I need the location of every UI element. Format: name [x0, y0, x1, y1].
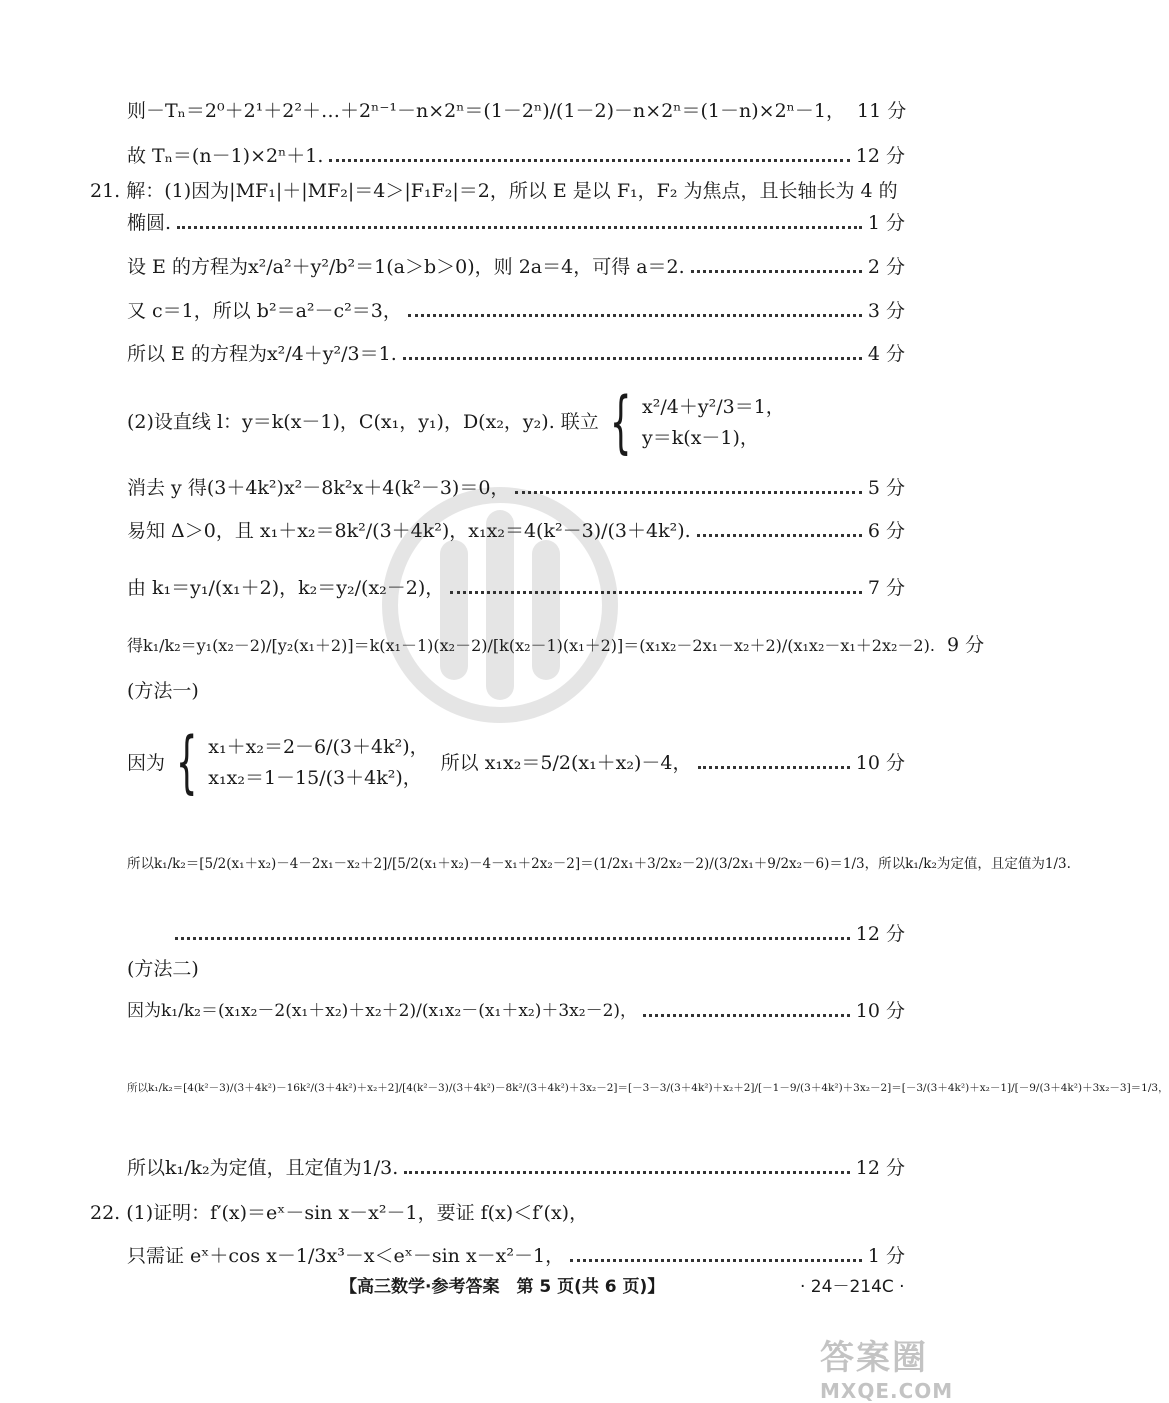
line-text: 21. 解：(1)因为|MF₁|＋|MF₂|＝4＞|F₁F₂|＝2，所以 E 是以 F₁，F₂ 为焦点，且长轴长为 4 的 — [90, 180, 898, 202]
line-prefix: 因为 — [127, 751, 166, 774]
line-text: 所以k₁/k₂＝[4(k²－3)/(3＋4k²)－16k²/(3＋4k²)＋x₂＋2]/[4(k²－3)/(3＋4k²)－8k²/(3＋4k²)＋3x₂－2]＝[－3－3/(3＋4k²)＋x₂＋2]/[－1－9/(3＋4k²)＋3x₂－2]＝[－3/(3＋4k²)＋x₂－1]/[－9/(3＋4k²)＋3x₂－3]＝1/3， — [127, 1082, 1169, 1094]
answer-line — [0, 1000, 1000, 1023]
question-heading — [0, 1202, 1000, 1225]
line-text: 则－Tₙ＝2⁰＋2¹＋2²＋…＋2ⁿ⁻¹－n×2ⁿ＝(1－2ⁿ)/(1－2)－n×2ⁿ＝(1－n)×2ⁿ－1， — [127, 100, 845, 122]
answer-line — [0, 100, 1000, 123]
score-label: 10 分 — [855, 1000, 905, 1022]
score-label: 6 分 — [867, 520, 905, 542]
line-text: 所以k₁/k₂为定值，且定值为1/3. — [127, 1157, 399, 1179]
score-label: 12 分 — [855, 145, 905, 167]
line-text: (方法二) — [127, 958, 199, 980]
answer-line — [0, 1157, 1000, 1180]
watermark-url: MXQE.COM — [820, 1379, 954, 1403]
system-row: y＝k(x－1)， — [642, 426, 759, 449]
leader-dots — [698, 766, 850, 769]
line-text: 所以 E 的方程为x²/4＋y²/3＝1. — [127, 343, 397, 365]
method-label — [0, 958, 1000, 981]
method-label — [0, 680, 1000, 703]
score-label: 12 分 — [855, 1157, 905, 1179]
line-text: 又 c＝1，所以 b²＝a²－c²＝3， — [127, 300, 402, 322]
score-label: 5 分 — [867, 477, 905, 499]
leader-dots — [643, 1014, 850, 1017]
line-text: 因为k₁/k₂＝(x₁x₂－2(x₁＋x₂)＋x₂＋2)/(x₁x₂－(x₁＋x₂)＋3x₂－2)， — [127, 1001, 638, 1022]
score-label: 11 分 — [856, 100, 907, 122]
answer-line — [0, 383, 1000, 462]
score-label: 7 分 — [867, 577, 905, 599]
equation-system — [165, 723, 429, 803]
line-text: 椭圆. — [127, 212, 172, 234]
score-label: 1 分 — [867, 1245, 905, 1267]
answer-line — [0, 343, 1000, 366]
line-text: 只需证 eˣ＋cos x－1/3x³－x＜eˣ－sin x－x²－1， — [127, 1245, 565, 1267]
leader-dots — [177, 226, 862, 229]
answer-line — [0, 300, 1000, 323]
corner-watermark — [820, 1330, 990, 1403]
line-text: 设 E 的方程为x²/a²＋y²/b²＝1(a＞b＞0)，则 2a＝4，可得 a＝2. — [127, 256, 685, 278]
line-text: 由 k₁＝y₁/(x₁＋2)，k₂＝y₂/(x₂－2)， — [127, 577, 445, 599]
answer-line — [0, 718, 1000, 808]
system-row: x₁＋x₂＝2－6/(3＋4k²)， — [208, 736, 429, 759]
line-text: 22. (1)证明：f′(x)＝eˣ－sin x－x²－1，要证 f(x)＜f′(x)， — [90, 1202, 589, 1224]
leader-dots — [450, 591, 862, 594]
answer-line — [0, 577, 1000, 600]
leader-dots — [570, 1259, 862, 1262]
line-text: 消去 y 得(3＋4k²)x²－8k²x＋4(k²－3)＝0， — [127, 477, 510, 499]
page-footer — [0, 1272, 1000, 1300]
line-text: 得k₁/k₂＝y₁(x₂－2)/[y₂(x₁＋2)]＝k(x₁－1)(x₂－2)/[k(x₂－1)(x₁＋2)]＝(x₁x₂－2x₁－x₂＋2)/(x₁x₂－x₁＋2x₂－2). — [127, 635, 935, 655]
line-text: 所以 x₁x₂＝5/2(x₁＋x₂)－4， — [440, 751, 692, 774]
leader-dots — [175, 937, 850, 940]
score-label: 2 分 — [867, 256, 905, 278]
answer-line — [0, 1082, 1169, 1095]
answer-line — [0, 856, 1071, 872]
footer-page-info: 【高三数学·参考答案 第 5 页(共 6 页)】 — [340, 1277, 665, 1297]
score-label: 1 分 — [867, 212, 905, 234]
line-text: 易知 Δ＞0，且 x₁＋x₂＝8k²/(3＋4k²)，x₁x₂＝4(k²－3)/(3＋4k²). — [127, 520, 691, 542]
answer-line — [0, 1245, 1000, 1268]
line-text: 所以k₁/k₂＝[5/2(x₁＋x₂)－4－2x₁－x₂＋2]/[5/2(x₁＋x₂)－4－x₁＋2x₂－2]＝(1/2x₁＋3/2x₂－2)/(3/2x₁＋9/2x₂－6)＝1/3，所以k₁/k₂为定值，且定值为1/3. — [127, 856, 1071, 872]
footer-code: · 24－214C · — [800, 1277, 905, 1297]
line-text: (2)设直线 l：y＝k(x－1)，C(x₁，y₁)，D(x₂，y₂). 联立 — [127, 411, 599, 434]
question-heading — [0, 180, 1000, 203]
brace-glyph: { — [609, 383, 632, 462]
leader-dots — [404, 1171, 850, 1174]
leader-dots — [408, 314, 862, 317]
score-label: 9 分 — [946, 634, 985, 656]
line-text: 故 Tₙ＝(n－1)×2ⁿ＋1. — [127, 145, 324, 167]
brace-glyph: { — [175, 723, 198, 803]
watermark-text: 答案圈 — [820, 1338, 928, 1378]
score-label: 10 分 — [855, 751, 905, 774]
leader-dots — [329, 159, 849, 162]
system-row: x²/4＋y²/3＝1， — [642, 395, 785, 418]
answer-line — [0, 212, 1000, 235]
line-text: (方法一) — [127, 680, 199, 702]
leader-dots — [691, 270, 862, 273]
score-label: 4 分 — [867, 343, 905, 365]
answer-line — [0, 477, 1000, 500]
score-label: 12 分 — [855, 923, 905, 945]
answer-line — [0, 520, 1000, 543]
leader-dots — [697, 534, 862, 537]
system-row: x₁x₂＝1－15/(3＋4k²)， — [208, 767, 422, 789]
leader-dots — [515, 491, 861, 494]
answer-line — [0, 923, 1000, 946]
equation-system — [599, 383, 785, 462]
score-label: 3 分 — [867, 300, 905, 322]
answer-line — [0, 634, 1000, 657]
answer-line — [0, 145, 1000, 168]
answer-line — [0, 256, 1000, 279]
leader-dots — [403, 357, 862, 360]
